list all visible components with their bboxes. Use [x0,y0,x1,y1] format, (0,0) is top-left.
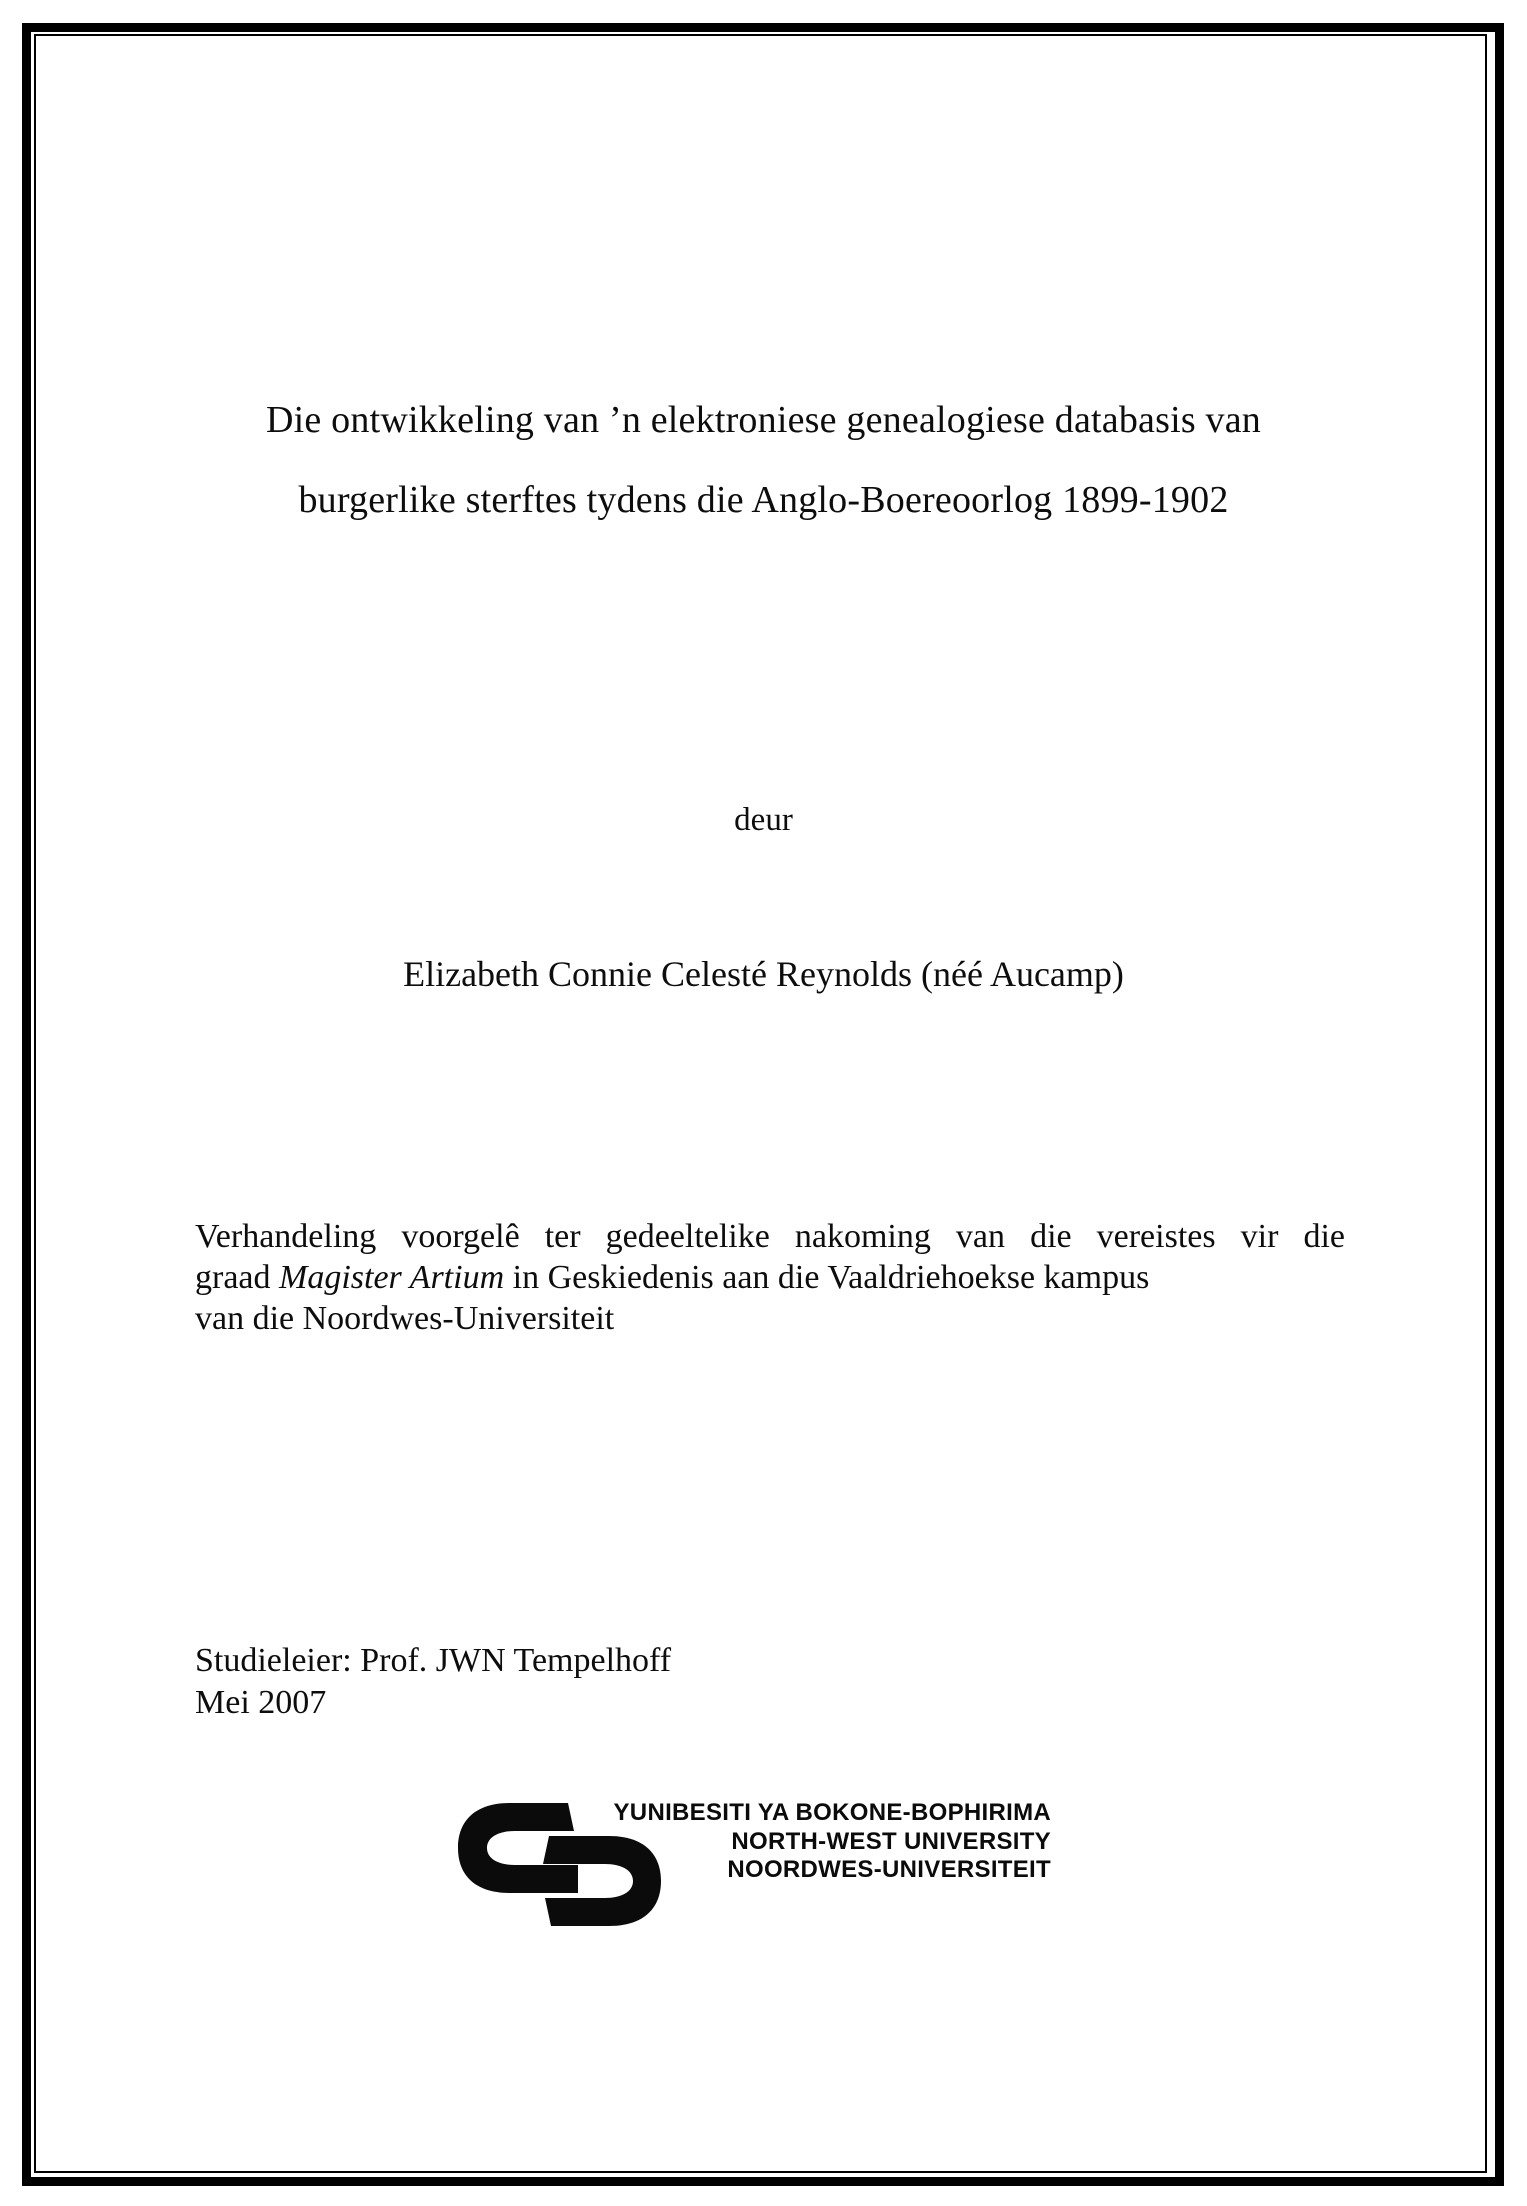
university-logo-text [585,1799,1051,1885]
supervisor-line: Studieleier: Prof. JWN Tempelhoff [195,1642,672,1679]
logo-line-afrikaans: NOORDWES-UNIVERSITEIT [727,1856,1051,1883]
degree-statement-line-3: van die Noordwes-Universiteit [195,1300,615,1337]
logo-line-english: NORTH-WEST UNIVERSITY [731,1827,1051,1855]
thesis-title-line-1: Die ontwikkeling van ’n elektroniese genealogiese databasis van [266,399,1261,441]
date-line: Mei 2007 [195,1684,327,1721]
degree-statement [195,1216,1345,1339]
degree-statement-line-2-prefix: graad [195,1259,280,1296]
thesis-title [100,380,1427,540]
byline-deur: deur [734,802,793,838]
degree-statement-line-2-suffix: in Geskiedenis aan die Vaaldriehoekse kampus [504,1259,1150,1296]
degree-statement-line-2 [195,1257,1345,1298]
thesis-title-line-2: burgerlike sterftes tydens die Anglo-Boereoorlog 1899-1902 [298,479,1229,521]
degree-statement-line-1: Verhandeling voorgelê ter gedeeltelike nakoming van die vereistes vir die [195,1218,1345,1255]
degree-name-italic: Magister Artium [279,1259,505,1296]
author-name: Elizabeth Connie Celesté Reynolds (néé Aucamp) [403,954,1124,994]
logo-line-setswana: YUNIBESITI YA BOKONE-BOPHIRIMA [613,1799,1051,1826]
